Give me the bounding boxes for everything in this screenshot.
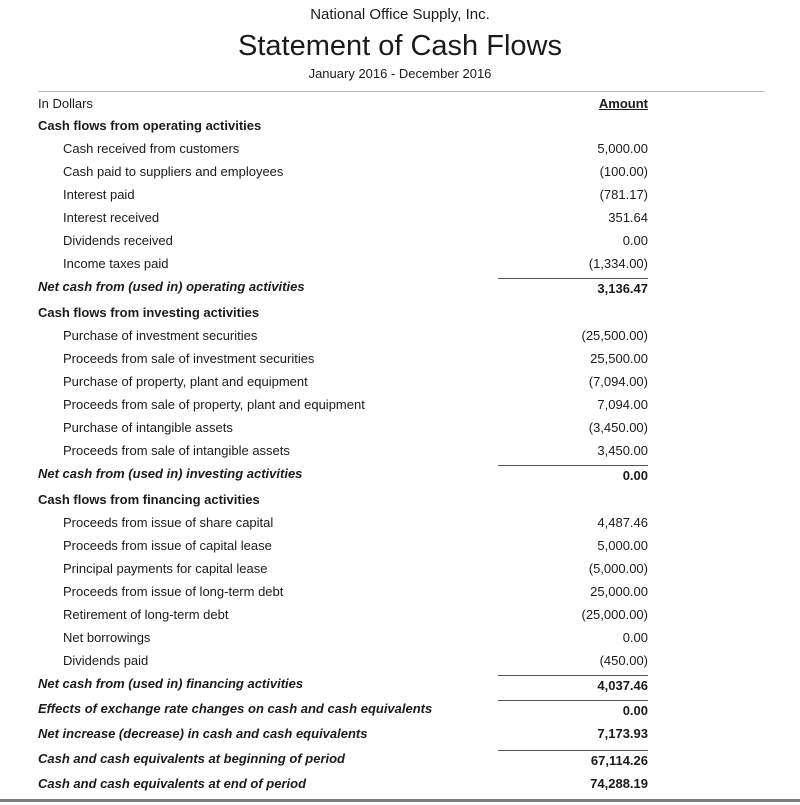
- row-amount: 3,450.00: [597, 443, 648, 458]
- row-amount: (3,450.00): [588, 420, 648, 435]
- row-label: Effects of exchange rate changes on cash and cash equivalents: [38, 701, 433, 716]
- report-row: [0, 301, 800, 324]
- report-row: [0, 747, 800, 770]
- company-name: National Office Supply, Inc.: [310, 6, 490, 23]
- row-amount: 7,173.93: [597, 726, 648, 741]
- row-amount: (7,094.00): [588, 374, 648, 389]
- report-row: [0, 511, 800, 534]
- row-label: Interest received: [63, 210, 160, 225]
- report-row: [0, 137, 800, 160]
- header-divider: [38, 91, 765, 92]
- row-amount: 74,288.19: [590, 776, 648, 791]
- report-row: [0, 672, 800, 695]
- report-period: January 2016 - December 2016: [308, 66, 492, 81]
- row-amount: 0.00: [622, 630, 648, 645]
- report-row: [0, 603, 800, 626]
- row-amount: (1,334.00): [588, 256, 648, 271]
- column-header-row: [0, 95, 800, 111]
- report-row: [0, 324, 800, 347]
- row-label: Purchase of investment securities: [63, 328, 258, 343]
- row-label: Cash received from customers: [63, 141, 240, 156]
- row-amount: 67,114.26: [498, 750, 648, 768]
- report-row: [0, 206, 800, 229]
- row-amount: 0.00: [498, 700, 648, 718]
- report-row: [0, 275, 800, 298]
- row-label: Cash and cash equivalents at end of period: [38, 776, 307, 791]
- report-row: [0, 183, 800, 206]
- row-amount: 0.00: [622, 233, 648, 248]
- report-row: [0, 114, 800, 137]
- row-label: Income taxes paid: [63, 256, 169, 271]
- row-label: Net cash from (used in) investing activities: [38, 466, 303, 481]
- row-amount: 7,094.00: [597, 397, 648, 412]
- row-amount: (25,000.00): [581, 607, 648, 622]
- report-row: [0, 488, 800, 511]
- row-amount: 0.00: [498, 465, 648, 483]
- report-row: [0, 557, 800, 580]
- row-label: Purchase of property, plant and equipment: [63, 374, 308, 389]
- row-label: Proceeds from issue of share capital: [63, 515, 274, 530]
- report-row: [0, 370, 800, 393]
- row-label: Net cash from (used in) financing activities: [38, 676, 304, 691]
- row-amount: (781.17): [599, 187, 648, 202]
- report-body: [0, 114, 800, 795]
- row-label: Principal payments for capital lease: [63, 561, 268, 576]
- page-title: Statement of Cash Flows: [238, 30, 562, 62]
- row-label: Interest paid: [63, 187, 135, 202]
- report-row: [0, 347, 800, 370]
- row-amount: 3,136.47: [498, 278, 648, 296]
- row-label: Proceeds from issue of capital lease: [63, 538, 272, 553]
- row-label: Net cash from (used in) operating activities: [38, 279, 305, 294]
- row-amount: (5,000.00): [588, 561, 648, 576]
- page-bottom-edge: [0, 799, 800, 802]
- row-amount: 25,000.00: [590, 584, 648, 599]
- row-amount: 4,487.46: [597, 515, 648, 530]
- report-row: [0, 393, 800, 416]
- report-row: [0, 252, 800, 275]
- row-label: Net increase (decrease) in cash and cash equivalents: [38, 726, 368, 741]
- row-amount: (450.00): [599, 653, 648, 668]
- report-row: [0, 534, 800, 557]
- column-header-amount: Amount: [598, 95, 648, 111]
- row-amount: (25,500.00): [581, 328, 648, 343]
- row-label: Cash flows from financing activities: [38, 492, 260, 507]
- row-label: Cash paid to suppliers and employees: [63, 164, 284, 179]
- report-row: [0, 229, 800, 252]
- row-label: Purchase of intangible assets: [63, 420, 233, 435]
- row-label: Dividends received: [63, 233, 173, 248]
- report-row: [0, 160, 800, 183]
- column-header-units: In Dollars: [38, 95, 93, 111]
- row-amount: (100.00): [599, 164, 648, 179]
- report-row: [0, 580, 800, 603]
- row-label: Dividends paid: [63, 653, 149, 668]
- row-amount: 5,000.00: [597, 538, 648, 553]
- row-amount: 25,500.00: [590, 351, 648, 366]
- row-label: Proceeds from sale of property, plant and equipment: [63, 397, 365, 412]
- row-label: Cash flows from investing activities: [38, 305, 260, 320]
- report-row: [0, 697, 800, 720]
- row-label: Net borrowings: [63, 630, 151, 645]
- row-label: Proceeds from sale of investment securities: [63, 351, 315, 366]
- report-row: [0, 462, 800, 485]
- report-row: [0, 649, 800, 672]
- row-label: Proceeds from issue of long-term debt: [63, 584, 284, 599]
- row-label: Retirement of long-term debt: [63, 607, 229, 622]
- report-row: [0, 722, 800, 745]
- row-amount: 351.64: [608, 210, 648, 225]
- report-row: [0, 626, 800, 649]
- report-row: [0, 416, 800, 439]
- row-amount: 5,000.00: [597, 141, 648, 156]
- report-row: [0, 439, 800, 462]
- row-label: Cash and cash equivalents at beginning of period: [38, 751, 345, 766]
- report-row: [0, 772, 800, 795]
- report-header: [0, 0, 800, 82]
- row-label: Proceeds from sale of intangible assets: [63, 443, 290, 458]
- row-amount: 4,037.46: [498, 675, 648, 693]
- row-label: Cash flows from operating activities: [38, 118, 262, 133]
